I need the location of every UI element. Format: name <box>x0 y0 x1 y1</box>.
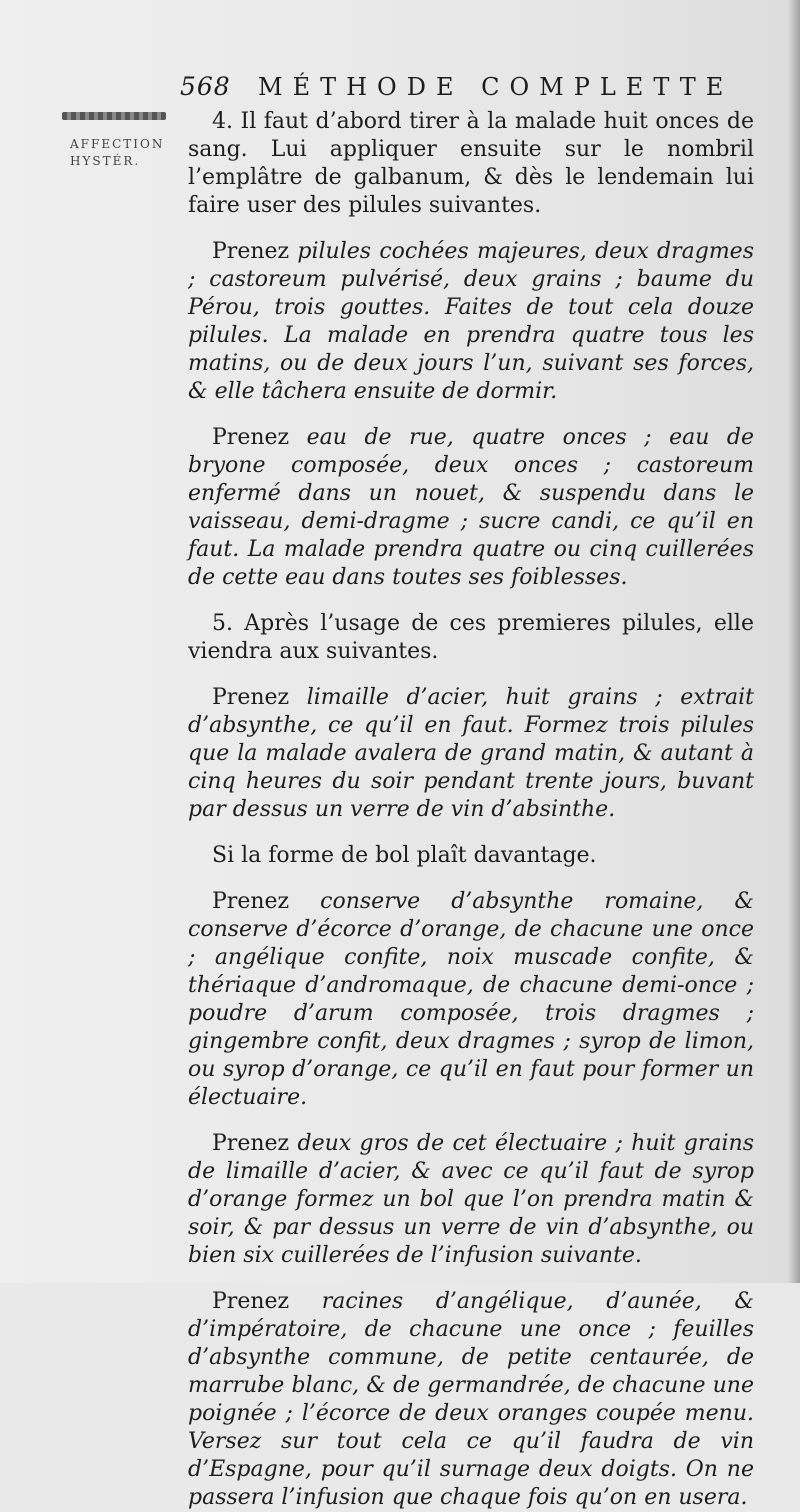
margin-note <box>70 136 170 170</box>
margin-rule-ornament <box>62 112 166 120</box>
paragraph-3 <box>188 424 754 592</box>
paragraph-2-text: pilules cochées majeures, deux dragmes ; castoreum pulvérisé, deux grains ; baume du Pérou, trois gouttes. Faites de tout cela douze pilules. La malade en prendra quatre tous les matins, ou de deux jours l’un, suivant ses forces, & elle tâchera ensuite de dormir. <box>188 239 754 404</box>
paragraph-7 <box>188 888 754 1112</box>
paragraph-3-lead: Prenez <box>212 425 290 450</box>
paragraph-5-text: limaille d’acier, huit grains ; extrait d’absynthe, ce qu’il en faut. Formez trois pilules que la malade avalera de grand matin, & autant à cinq heures du soir pendant trente jours, buvant par dessus un verre de vin d’absinthe. <box>188 685 754 822</box>
paragraph-9-lead: Prenez <box>212 1289 290 1314</box>
paragraph-3-text: eau de rue, quatre onces ; eau de bryone composée, deux onces ; castoreum enfermé dans un nouet, & suspendu dans le vaisseau, demi-dragme ; sucre candi, ce qu’il en faut. La malade prendra quatre ou cinq cuillerées de cette eau dans toutes ses foiblesses. <box>188 425 754 590</box>
running-head: MÉTHODE COMPLETTE <box>258 73 734 101</box>
paragraph-8-text: deux gros de cet électuaire ; huit grains de limaille d’acier, & avec ce qu’il faut de syrop d’orange formez un bol que l’on prendra matin & soir, & par dessus un verre de vin d’absynthe, ou bien six cuillerées de l’infusion suivante. <box>188 1131 754 1268</box>
paragraph-1: 4. Il faut d’abord tirer à la malade huit onces de sang. Lui appliquer ensuite sur le nombril l’emplâtre de galbanum, & dès le lendemain lui faire user des pilules suivantes. <box>188 109 754 218</box>
paragraph-2 <box>188 238 754 406</box>
paragraph-8-lead: Prenez <box>212 1131 290 1156</box>
paragraph-6: Si la forme de bol plaît davantage. <box>212 843 597 868</box>
paragraph-5-lead: Prenez <box>212 685 290 710</box>
page-header <box>180 72 740 106</box>
paragraph-4: 5. Après l’usage de ces premieres pilules, elle viendra aux suivantes. <box>188 611 754 664</box>
paragraph-9 <box>188 1288 754 1512</box>
margin-note-line-2: HYSTÉR. <box>70 154 141 168</box>
paragraph-2-lead: Prenez <box>212 239 290 264</box>
paragraph-8 <box>188 1130 754 1270</box>
page-content <box>188 108 754 1512</box>
paragraph-7-text: conserve d’absynthe romaine, & conserve d’écorce d’orange, de chacune une once ; angélique confite, noix muscade confite, & thériaque d’andromaque, de chacune demi-once ; poudre d’arum composée, trois dragmes ; gingembre confit, deux dragmes ; syrop de limon, ou syrop d’orange, ce qu’il en faut pour former un électuaire. <box>188 889 754 1110</box>
paragraph-9-text: racines d’angélique, d’aunée, & d’impératoire, de chacune une once ; feuilles d’absynthe commune, de petite centaurée, de marrube blanc, & de germandrée, de chacune une poignée ; l’écorce de deux oranges coupée menu. Versez sur tout cela ce qu’il faudra de vin d’Espagne, pour qu’il surnage deux doigts. On ne passera l’infusion que chaque fois qu’on en usera. <box>188 1289 754 1510</box>
paragraph-7-lead: Prenez <box>212 889 290 914</box>
paragraph-5 <box>188 684 754 824</box>
margin-note-line-1: AFFECTION <box>70 137 165 151</box>
page-number: 568 <box>180 72 231 101</box>
